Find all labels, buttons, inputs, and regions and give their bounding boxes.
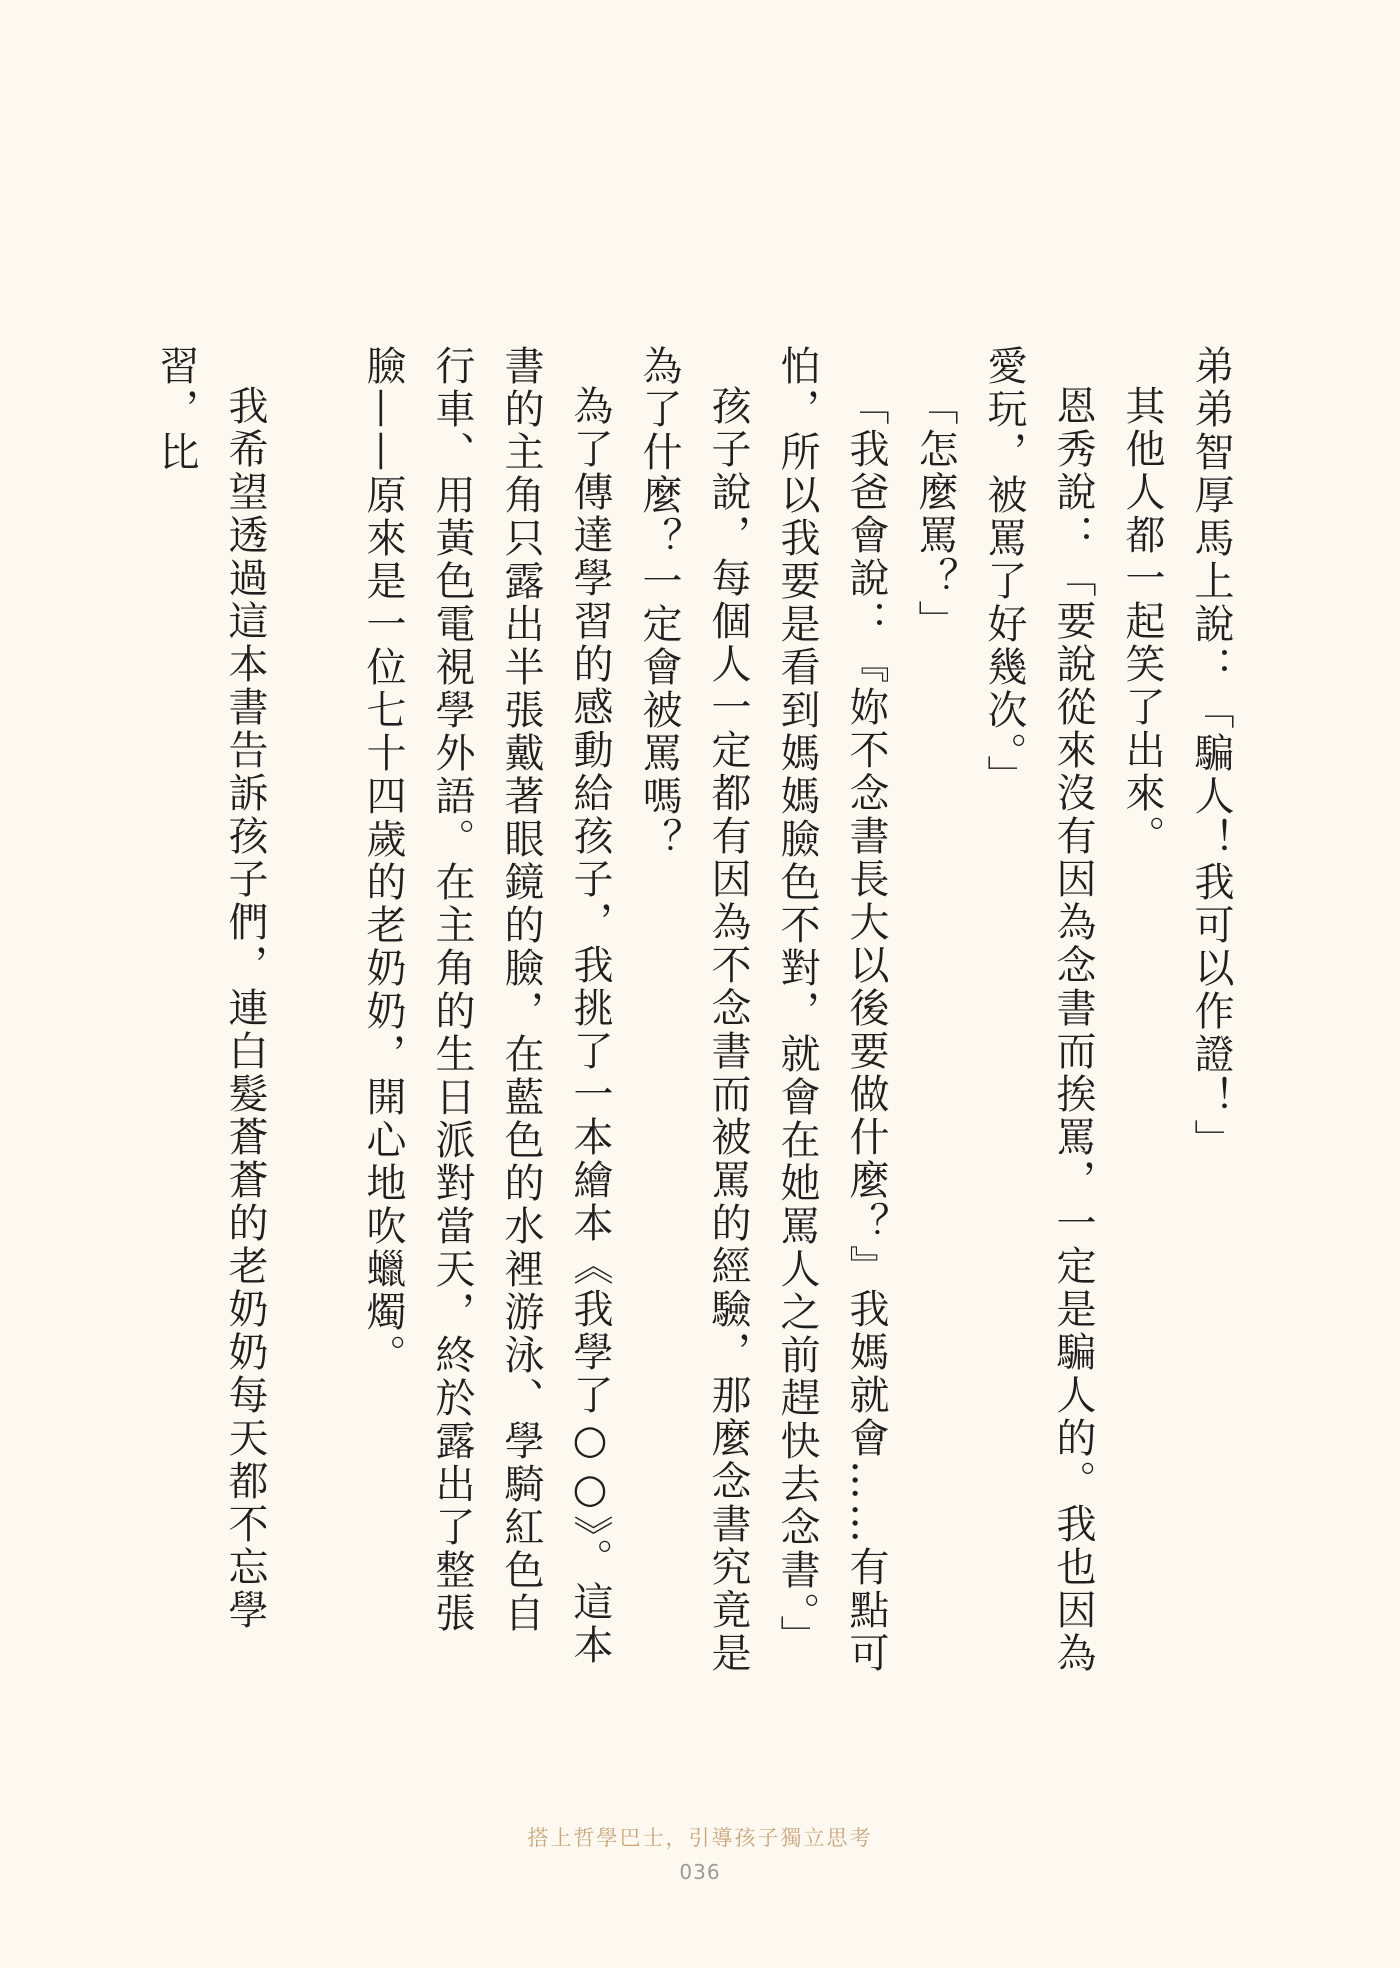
footer-page-number: 036	[679, 1860, 721, 1884]
paragraph-1: 弟弟智厚馬上說：「騙人！我可以作證！」	[1188, 345, 1234, 1162]
paragraph-3: 恩秀說：「要說從來沒有因為念書而挨罵，一定是騙人的。我也因為愛玩，被罵了好幾次。」	[981, 345, 1096, 1675]
footer-book-title: 搭上哲學巴士，引導孩子獨立思考	[527, 1826, 873, 1850]
paragraph-5: 「我爸會說：『妳不念書長大以後要做什麼？』我媽就會……有點可怕，所以我要是看到媽媽臉色不對，就會在她罵人之前趕快去念書。」	[774, 345, 889, 1675]
paragraph-4: 「怎麼罵？」	[912, 385, 958, 643]
paragraph-7: 為了傳達學習的感動給孩子，我挑了一本繪本《我學了○○》。這本書的主角只露出半張戴著眼鏡的臉，在藍色的水裡游泳、學騎紅色自行車、用黃色電視學外語。在主角的生日派對當天，終於露出了整張臉——原來是一位七十四歲的老奶奶，開心地吹蠟燭。	[360, 345, 613, 1667]
vertical-body-text	[141, 345, 1245, 1675]
paragraph-6: 孩子說，每個人一定都有因為不念書而被罵的經驗，那麼念書究竟是為了什麼？一定會被罵嗎？	[636, 345, 751, 1675]
paragraph-8: 我希望透過這本書告訴孩子們，連白髮蒼蒼的老奶奶每天都不忘學習，比	[153, 345, 268, 1632]
paragraph-2: 其他人都一起笑了出來。	[1119, 385, 1165, 858]
